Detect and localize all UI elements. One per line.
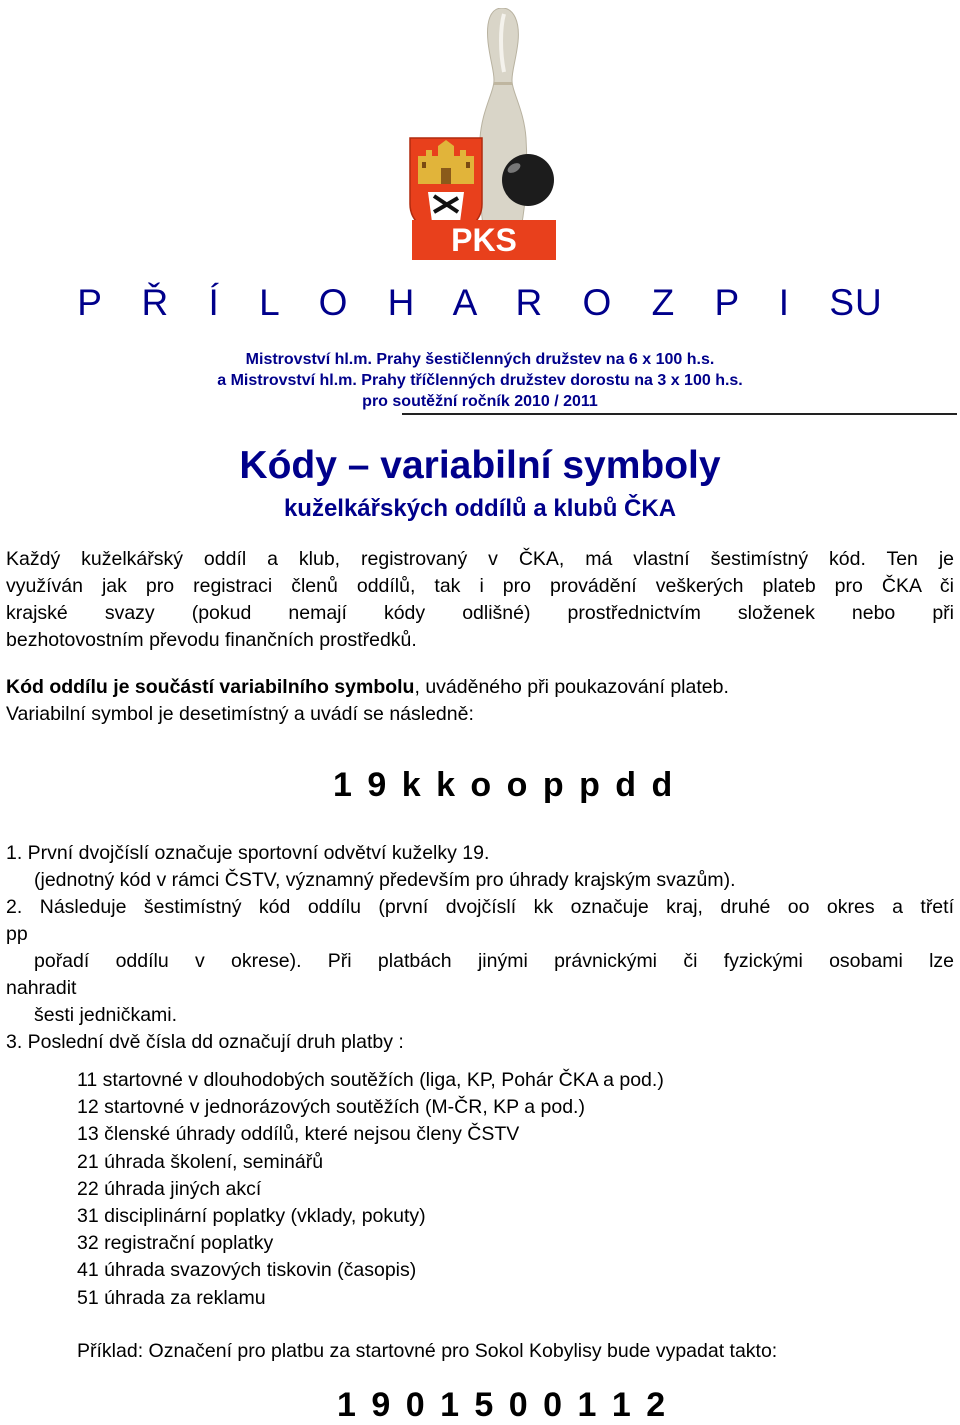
point-2: 2. Následuje šestimístný kód oddílu (první dvojčíslí kk označuje kraj, druhé oo okres a třetí [6,896,954,918]
payment-type-item: 51 úhrada za reklamu [77,1287,266,1309]
bowling-ball-icon [502,154,554,206]
section-heading: Kódy – variabilní symboly [239,444,721,487]
pks-logo [408,8,560,260]
intro-line-2: využíván jak pro registraci členů oddílů, tak i pro provádění veškerých plateb pro ČKA či [6,575,954,597]
intro-line-1: Každý kuželkářský oddíl a klub, registrovaný v ČKA, má vlastní šestimístný kód. Ten je [6,548,954,570]
example-text: Příklad: Označení pro platbu za startovné pro Sokol Kobylisy bude vypadat takto: [77,1340,778,1362]
header-divider [402,413,957,415]
rule-rest: , uváděného při poukazování plateb. [414,676,729,698]
payment-type-item: 21 úhrada školení, seminářů [77,1151,324,1173]
point-1: 1. První dvojčíslí označuje sportovní odvětví kuželky 19. [6,842,490,864]
payment-type-item: 13 členské úhrady oddílů, které nejsou členy ČSTV [77,1123,520,1145]
point-2-line-3: šesti jedničkami. [34,1004,178,1026]
point-2-line-2: pořadí oddílu v okrese). Při platbách jinými právnickými či fyzickými osobami lze [34,950,954,972]
header-line-1: Mistrovství hl.m. Prahy šestičlenných družstev na 6 x 100 h.s. [245,351,715,368]
payment-type-item: 11 startovné v dlouhodobých soutěžích (liga, KP, Pohár ČKA a pod.) [77,1069,664,1091]
header-line-3: pro soutěžní ročník 2010 / 2011 [362,393,598,410]
point-2-wrap: pp [6,923,28,945]
payment-type-item: 41 úhrada svazových tiskovin (časopis) [77,1259,417,1281]
payment-type-item: 32 registrační poplatky [77,1232,274,1254]
rule-line-2: Variabilní symbol je desetimístný a uvádí se následně: [6,703,474,725]
point-2-wrap-2: nahradit [6,977,77,999]
point-1-note: (jednotný kód v rámci ČSTV, významný především pro úhrady krajským svazům). [34,869,736,891]
logo-text: PKS [451,222,517,258]
header-line-2: a Mistrovství hl.m. Prahy tříčlenných družstev dorostu na 3 x 100 h.s. [217,372,743,389]
payment-type-item: 22 úhrada jiných akcí [77,1178,262,1200]
example-code: 1 9 0 1 5 0 0 1 1 2 [337,1386,669,1424]
section-subheading: kuželkářských oddílů a klubů ČKA [283,495,677,522]
rule-line-1 [6,674,954,701]
rule-bold: Kód oddílu je součástí variabilního symbolu [6,676,415,698]
document-title: P Ř Í L O H A R O Z P I SU [77,282,883,323]
payment-type-item: 31 disciplinární poplatky (vklady, pokuty) [77,1205,426,1227]
variable-symbol-format: 1 9 k k o o p p d d [333,766,676,804]
point-3: 3. Poslední dvě čísla dd označují druh platby : [6,1031,404,1053]
payment-type-item: 12 startovné v jednorázových soutěžích (M-ČR, KP a pod.) [77,1096,585,1118]
intro-line-4: bezhotovostním převodu finančních prostředků. [6,629,417,651]
intro-line-3: krajské svazy (pokud nemají kódy odlišné) prostřednictvím složenek nebo při [6,602,954,624]
